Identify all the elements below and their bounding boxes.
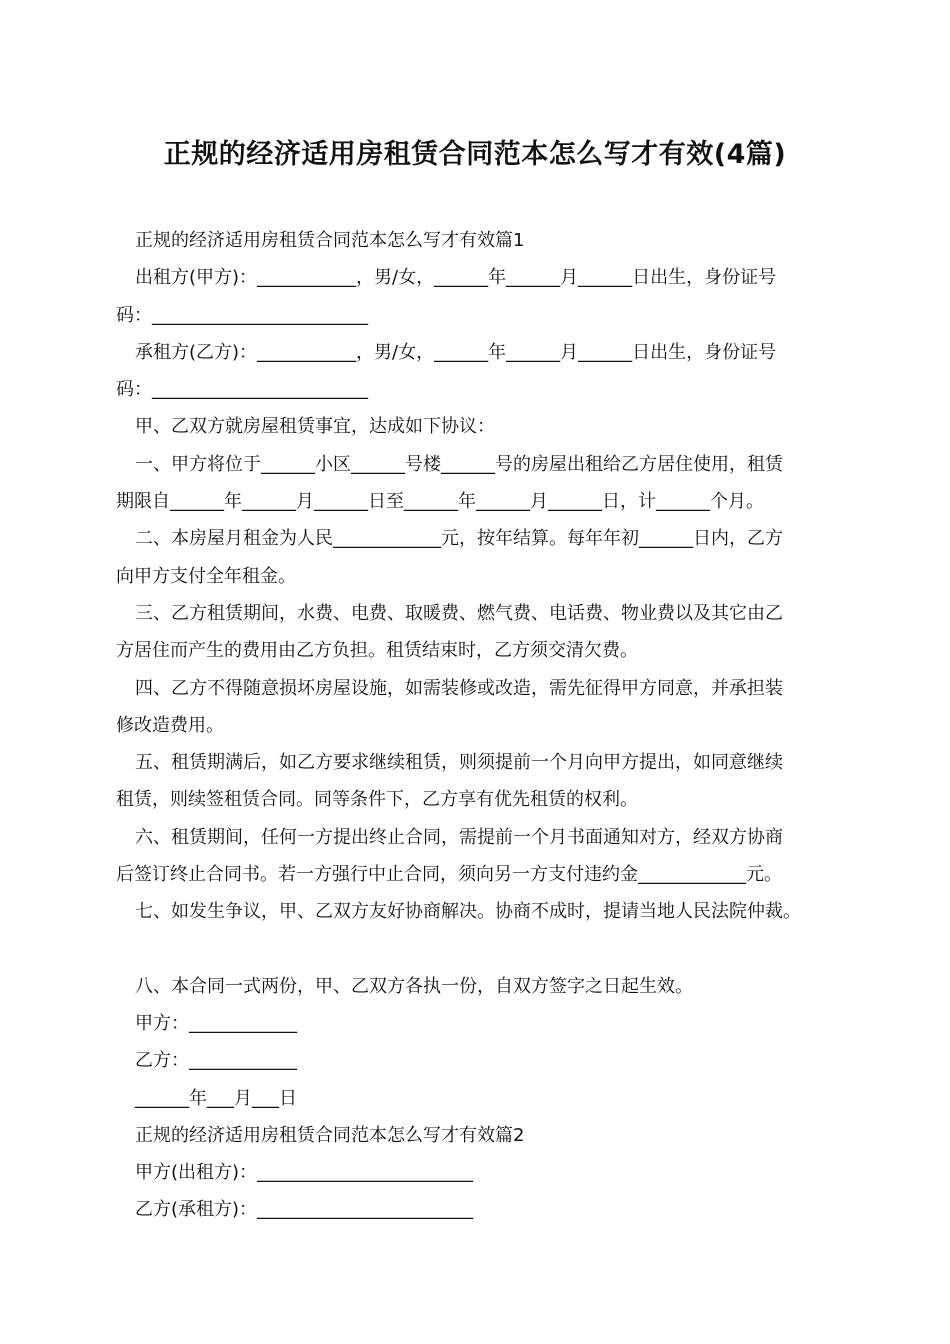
party-a-lessor-line: 甲方(出租方)：________________________ (135, 1162, 474, 1184)
party-b-signature-line: 乙方：____________ (135, 1050, 297, 1072)
clause-5-line-1: 五、租赁期满后，如乙方要求继续租赁，则须提前一个月向甲方提出，如同意继续 (135, 752, 783, 774)
agreement-intro: 甲、乙双方就房屋租赁事宜，达成如下协议： (135, 416, 495, 438)
clause-3-line-1: 三、乙方租赁期间，水费、电费、取暖费、燃气费、电话费、物业费以及其它由乙 (135, 602, 783, 624)
clause-8: 八、本合同一式两份，甲、乙双方各执一份，自双方签字之日起生效。 (135, 975, 693, 997)
clause-6-line-1: 六、租赁期间，任何一方提出终止合同，需提前一个月书面通知对方，经双方协商 (135, 826, 783, 848)
date-line: ______年___月___日 (135, 1087, 297, 1109)
clause-4-line-1: 四、乙方不得随意损坏房屋设施，如需装修或改造，需先征得甲方同意，并承担装 (135, 677, 783, 699)
clause-7: 七、如发生争议，甲、乙双方友好协商解决。协商不成时，提请当地人民法院仲裁。 (135, 901, 801, 923)
lessee-id-line: 码：________________________ (116, 379, 368, 401)
clause-4-line-2: 修改造费用。 (116, 714, 224, 736)
section-heading-2: 正规的经济适用房租赁合同范本怎么写才有效篇2 (135, 1124, 525, 1146)
lessee-line: 承租方(乙方)：___________，男/女，______年______月______日出生，身份证号 (135, 341, 777, 363)
clause-2-line-2: 向甲方支付全年租金。 (116, 565, 296, 587)
party-a-signature-line: 甲方：____________ (135, 1012, 297, 1034)
clause-5-line-2: 租赁，则续签租赁合同。同等条件下，乙方享有优先租赁的权利。 (116, 789, 638, 811)
clause-6-line-2: 后签订终止合同书。若一方强行中止合同，须向另一方支付违约金____________元。 (116, 864, 782, 886)
lessor-line: 出租方(甲方)：___________，男/女，______年______月______日出生，身份证号 (135, 267, 777, 289)
clause-3-line-2: 方居住而产生的费用由乙方负担。租赁结束时，乙方须交清欠费。 (116, 640, 638, 662)
lessor-id-line: 码：________________________ (116, 304, 368, 326)
document-body (116, 222, 836, 1229)
paragraph-gap (116, 931, 836, 968)
clause-1-line-1: 一、甲方将位于______小区______号楼______号的房屋出租给乙方居住使用，租赁 (135, 453, 783, 475)
clause-2-line-1: 二、本房屋月租金为人民____________元，按年结算。每年年初______日内，乙方 (135, 528, 783, 550)
document-title: 正规的经济适用房租赁合同范本怎么写才有效(4篇) (163, 139, 787, 170)
clause-1-line-2: 期限自______年______月______日至______年______月______日，计______个月。 (116, 491, 764, 513)
section-heading-1: 正规的经济适用房租赁合同范本怎么写才有效篇1 (135, 230, 525, 251)
party-b-lessee-line: 乙方(承租方)：________________________ (135, 1199, 474, 1221)
